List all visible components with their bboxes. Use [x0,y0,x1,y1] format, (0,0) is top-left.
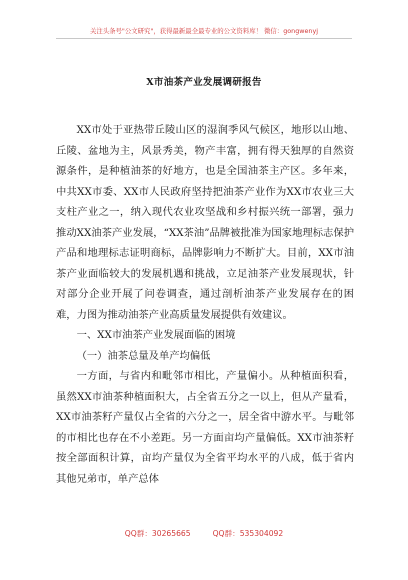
footer-qq-group-1: QQ群：30265665 [124,529,191,538]
intro-paragraph: XX市处于亚热带丘陵山区的湿润季风气候区，地形以山地、丘陵、盆地为主，风景秀美，物产丰富，拥有得天独厚的自然资源条件，是种植油茶的好地方，也是全国油茶主产区。多年来，中共XX市委、XX市人民政府坚持把油茶产业作为XX市农业三大支柱产业之一，纳入现代农业攻坚战和乡村振兴统一部署，强力推动XX油茶产业发展，“XX茶油”品牌被批准为国家地理标志保护产品和地理标志证明商标，品牌影响力不断扩大。目前，XX市油茶产业面临较大的发展机遇和挑战，立足油茶产业发展现状，针对部分企业开展了问卷调查，通过剖析油茶产业发展存在的困难，力图为推动油茶产业高质量发展提供有效建议。 [56,124,354,321]
body-paragraph: 一方面，与省内和毗邻市相比，产量偏小。从种植面积看，虽然XX市油茶种植面积大，占全省五分之一以上，但从产量看，XX市油茶籽产量仅占全省的六分之一，居全省中游水平。与毗邻的市相比也存在不小差距。另一方面亩均产量偏低。XX市油茶籽按全部面积计算，亩均产量仅为全省平均水平的八成，低于省内其他兄弟市，单产总体 [56,370,354,485]
header-banner: 关注头条号"公文研究"，获得最新最全最专业的公文资料库！ 微信：gongwenyj [89,27,319,35]
footer [0,528,408,539]
footer-qq-group-2: QQ群：535304092 [212,529,284,538]
document-title: X市油茶产业发展调研报告 [146,77,262,88]
document-body [56,120,354,489]
subsection-heading: （一）油茶总量及单产均偏低 [76,349,211,362]
header-divider [56,38,352,39]
section-heading: 一、XX市油茶产业发展面临的困境 [76,329,236,341]
